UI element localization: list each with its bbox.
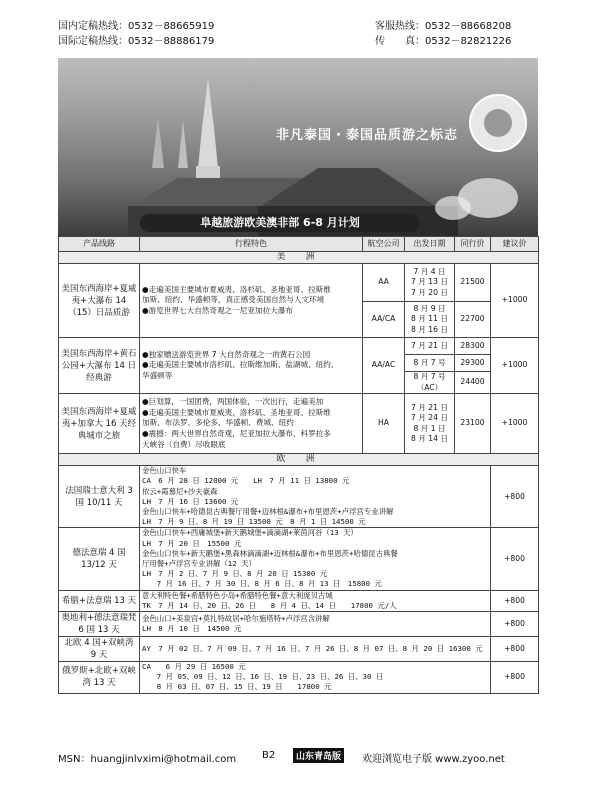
route-name: 美国东西海岸+夏威夷+加拿大 16 天经典城市之旅 — [59, 394, 140, 454]
route-features: ●巨划算，一国团费，两国体验，一次出行，走遍美加 ●走遍美国主要城市夏威夷、洛杉矶、圣地亚哥、拉斯维 加斯、布法罗、多伦多、华盛顿、费城、纽约 ●震撼：两大世界自然奇观，尼亚加拉大瀑布、科罗拉多 大峡谷（自费）尽收眼底 — [140, 394, 363, 454]
service-hotline: 客服热线：0532－88668208 — [375, 21, 512, 32]
table-row — [59, 590, 539, 611]
route-details: 金色山口快车 CA 6 月 28 日 12000 元 LH 7 月 11 日 13800 元 依云+霞慕尼+沙夫豪森 LH 7 月 16 日 13600 元 金色山口快车+哈德昆古典餐厅用餐+迈林根&瀑布+布里恩茨+卢浮宫专业讲解 LH 7 月 9 日、8 月 19 日 13500 元 8 月 1 日 14500 元 — [140, 466, 491, 528]
route-name: 北欧 4 国+双峡湾 9 天 — [59, 637, 140, 662]
airline: AA — [363, 264, 405, 302]
footer-site: 欢迎浏览电子版 www.zyoo.net — [362, 754, 505, 765]
fax-line: 传 真：0532－82821226 — [375, 36, 512, 47]
airline: AA/AC — [363, 338, 405, 394]
route-name: 美国东西海岸+夏威夷+大瀑布 14（15）日品质游 — [59, 264, 140, 338]
route-details: 金色山口快车+西庸城堡+新天鹅城堡+滴滴湖+莱茵河谷（13 天） LH 7 月 20 日 15500 元 金色山口快车+新天鹅堡+黑森林滴滴湖+迈林根&瀑布+布里恩茨+哈德昆古典餐 厅用餐+卢浮宫专业讲解（12 天） LH 7 月 2 日、7 月 9 日、8 月 20 日 15300 元 7 月 16 日、7 月 30 日、8 月 6 日、8 月 13 日 15800 元 — [140, 528, 491, 590]
route-features: ●走遍美国主要城市夏威夷、洛杉矶、圣地亚哥、拉斯维 加斯、纽约、华盛顿等，真正感受美国自然与人文环境 ●游览世界七大自然奇观之一尼亚加拉大瀑布 — [140, 264, 363, 338]
intl-hotline: 国际定稿热线：0532－88886179 — [58, 36, 215, 47]
col-price: 同行价 — [455, 237, 491, 252]
table-row — [59, 466, 539, 528]
suggested-price: +800 — [491, 662, 539, 694]
airline: HA — [363, 394, 405, 454]
suggested-price: +800 — [491, 612, 539, 637]
route-details: AY 7 月 02 日、7 月 09 日、7 月 16 日、7 月 26 日、8 月 07 日、8 月 20 日 16300 元 — [140, 637, 491, 662]
banner-slogan: 非凡泰国・泰国品质游之标志 — [275, 128, 458, 143]
agent-price: 29300 — [455, 355, 491, 372]
route-details: 金色山口+美泉宫+莫扎特故居+哈尔施塔特+卢浮宫含讲解 LH 8 月 10 日 14500 元 — [140, 612, 491, 637]
suggested-price: +1000 — [491, 338, 539, 394]
plan-title: 阜越旅游欧美澳非部 6-8 月计划 — [140, 214, 420, 232]
section-europe: 欧 洲 — [59, 454, 539, 466]
departure-date: 7 月 21 日 — [405, 338, 455, 355]
agent-price: 23100 — [455, 394, 491, 454]
route-details: CA 6 月 29 日 16500 元 7 月 05、09 日、12 日、16 日、19 日、23 日、26 日、30 日 8 月 03 日、07 日、15 日、19 日 17800 元 — [140, 662, 491, 694]
airline: AA/CA — [363, 302, 405, 338]
table-row — [59, 662, 539, 694]
col-dates: 出发日期 — [405, 237, 455, 252]
route-name: 美国东西海岸+黄石公园+大瀑布 14 日经典游 — [59, 338, 140, 394]
suggested-price: +1000 — [491, 264, 539, 338]
page-number: B2 — [262, 750, 276, 761]
route-name: 德法意瑞 4 国 13/12 天 — [59, 528, 140, 590]
route-name: 俄罗斯+北欧+双峡湾 13 天 — [59, 662, 140, 694]
col-airline: 航空公司 — [363, 237, 405, 252]
agent-price: 24400 — [455, 372, 491, 394]
departure-dates: 7 月 4 日 7 月 13 日 7 月 20 日 — [405, 264, 455, 302]
col-features: 行程特色 — [140, 237, 363, 252]
temple-illustration — [58, 58, 538, 236]
route-name: 法国瑞士意大利 3 国 10/11 天 — [59, 466, 140, 528]
departure-dates: 8 月 9 日 8 月 11 日 8 月 16 日 — [405, 302, 455, 338]
route-features: ●独家赠送游览世界 7 大自然奇观之一的黄石公园 ●走遍美国主要城市洛杉矶、拉斯维加斯、盐湖城、纽约、 华盛顿等 — [140, 338, 363, 394]
table-row — [59, 338, 539, 355]
suggested-price: +800 — [491, 590, 539, 611]
banner-image — [58, 58, 538, 236]
table-row — [59, 264, 539, 302]
itinerary-table — [58, 236, 539, 694]
table-row — [59, 528, 539, 590]
domestic-hotline: 国内定稿热线：0532－88665919 — [58, 21, 215, 32]
edition-tag: 山东青岛版 — [293, 748, 344, 763]
table-header-row — [59, 237, 539, 252]
section-america: 美 洲 — [59, 252, 539, 264]
table-row — [59, 612, 539, 637]
route-name: 奥地利+德法意瑞梵 6 国 13 天 — [59, 612, 140, 637]
agent-price: 22700 — [455, 302, 491, 338]
departure-dates: 7 月 21 日 7 月 24 日 8 月 1 日 8 月 14 日 — [405, 394, 455, 454]
suggested-price: +800 — [491, 637, 539, 662]
table-row — [59, 637, 539, 662]
suggested-price: +800 — [491, 528, 539, 590]
table-row — [59, 394, 539, 454]
footer-msn: MSN：huangjinlvximi@hotmail.com — [58, 754, 237, 765]
departure-date: 8 月 7 号（AC） — [405, 372, 455, 394]
suggested-price: +1000 — [491, 394, 539, 454]
agent-price: 28300 — [455, 338, 491, 355]
col-suggest: 建议价 — [491, 237, 539, 252]
route-details: 意大利特色餐+希腊特色小岛+希腊特色餐+意大利庞贝古城 TK 7 月 14 日、20 日、26 日 8 月 4 日、14 日 17800 元/人 — [140, 590, 491, 611]
departure-date: 8 月 7 号 — [405, 355, 455, 372]
agent-price: 21500 — [455, 264, 491, 302]
suggested-price: +800 — [491, 466, 539, 528]
route-name: 希腊+法意瑞 13 天 — [59, 590, 140, 611]
col-route: 产品线路 — [59, 237, 140, 252]
